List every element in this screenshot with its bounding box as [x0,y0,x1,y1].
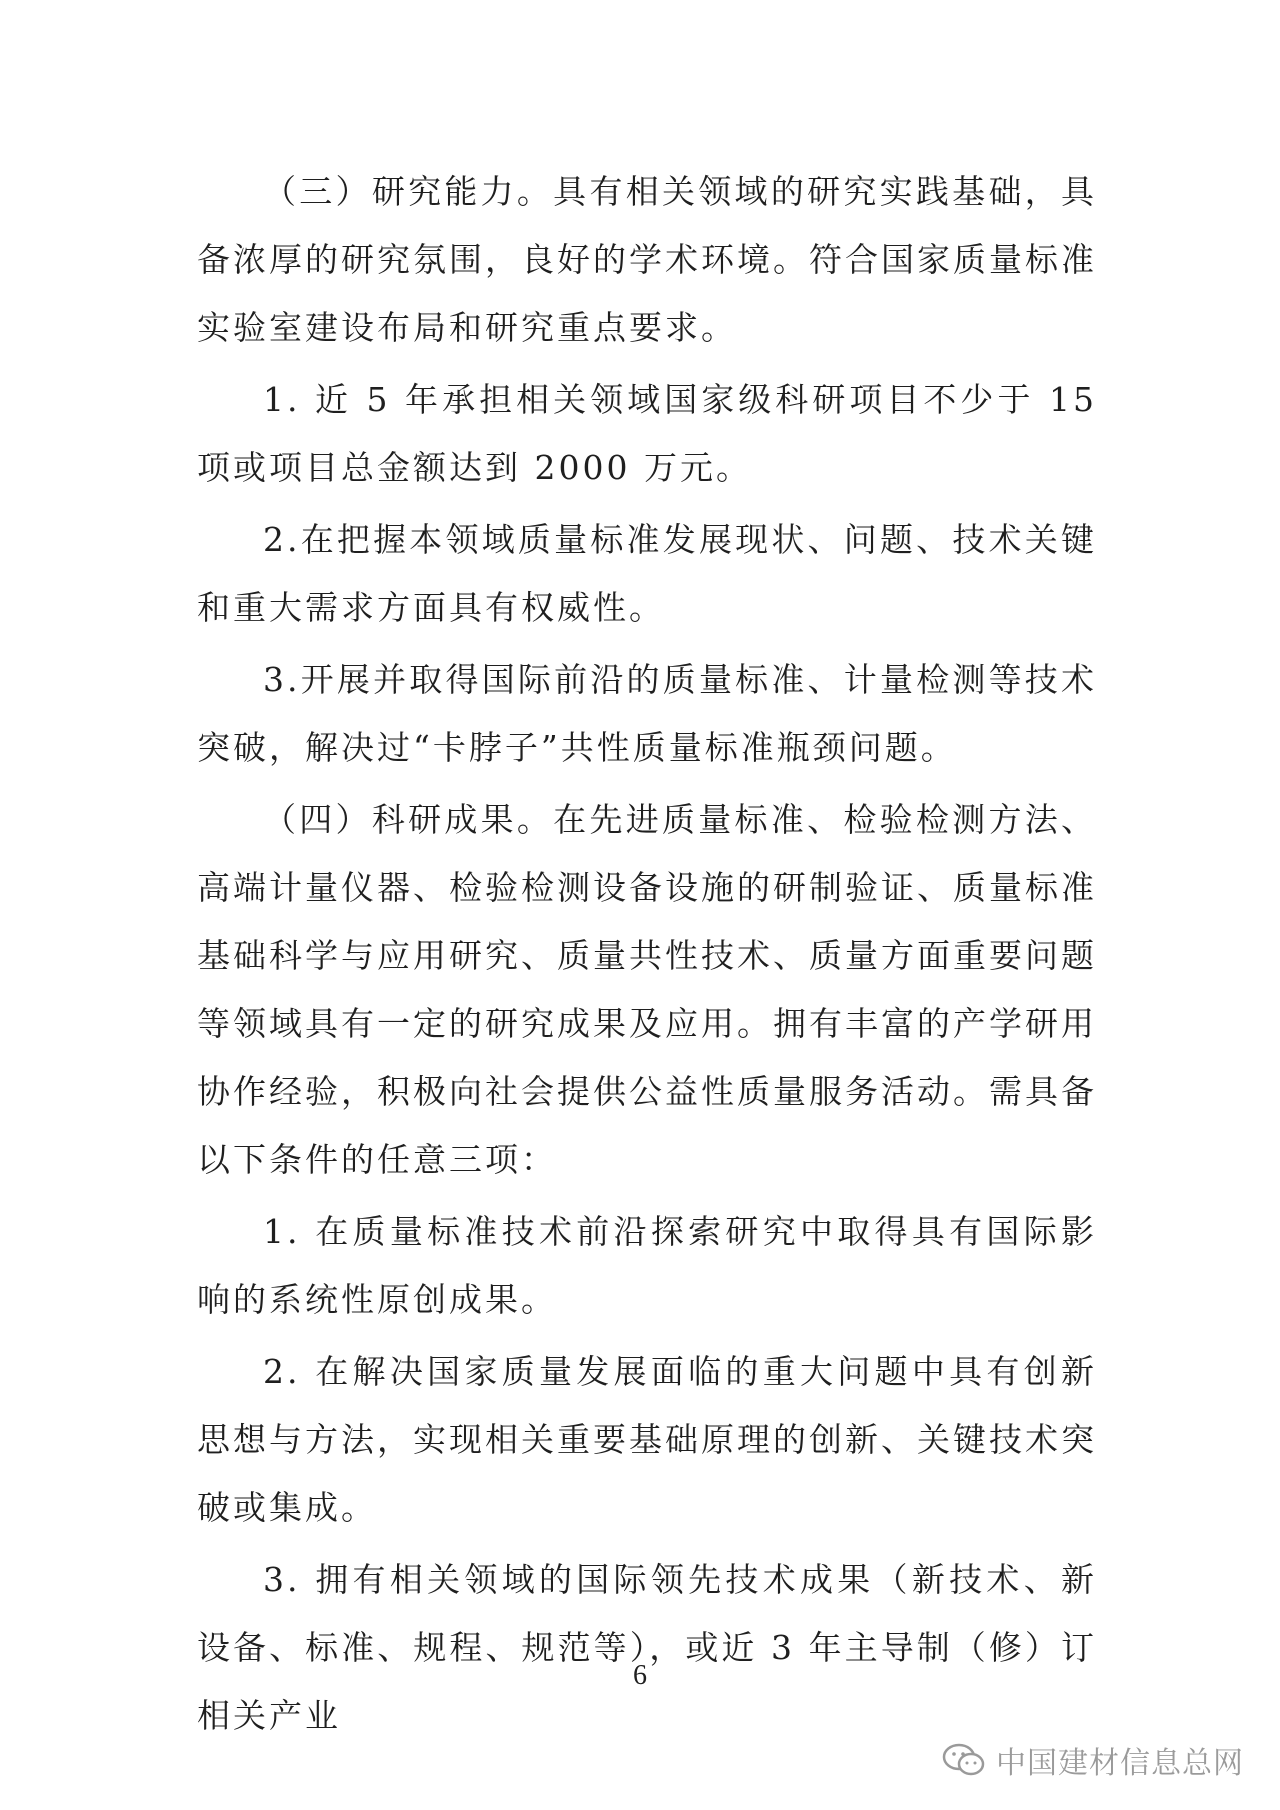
paragraph-item-3: 3.开展并取得国际前沿的质量标准、计量检测等技术突破，解决过“卡脖子”共性质量标准瓶颈问题。 [197,660,1097,767]
document-body [197,158,1097,1754]
paragraph-result-item-1: 1. 在质量标准技术前沿探索研究中取得具有国际影响的系统性原创成果。 [197,1212,1097,1319]
paragraph-item-1: 1. 近 5 年承担相关领域国家级科研项目不少于 15 项或项目总金额达到 2000 万元。 [197,380,1097,487]
paragraph-result-item-2: 2. 在解决国家质量发展面临的重大问题中具有创新思想与方法，实现相关重要基础原理的创新、关键技术突破或集成。 [197,1352,1097,1527]
paragraph-item-2: 2.在把握本领域质量标准发展现状、问题、技术关键和重大需求方面具有权威性。 [197,520,1097,627]
watermark [942,1738,1244,1782]
paragraph-research-results: （四）科研成果。在先进质量标准、检验检测方法、高端计量仪器、检验检测设备设施的研制验证、质量标准基础科学与应用研究、质量共性技术、质量方面重要问题等领域具有一定的研究成果及应用。拥有丰富的产学研用协作经验，积极向社会提供公益性质量服务活动。需具备以下条件的任意三项： [197,800,1097,1179]
paragraph-result-item-3: 3. 拥有相关领域的国际领先技术成果（新技术、新设备、标准、规程、规范等），或近 3 年主导制（修）订相关产业 [197,1560,1097,1735]
watermark-text: 中国建材信息总网 [996,1746,1244,1781]
paragraph-research-capability: （三）研究能力。具有相关领域的研究实践基础，具备浓厚的研究氛围，良好的学术环境。符合国家质量标准实验室建设布局和研究重点要求。 [197,172,1097,347]
wechat-icon [942,1742,986,1778]
page-number: 6 [633,1660,647,1691]
